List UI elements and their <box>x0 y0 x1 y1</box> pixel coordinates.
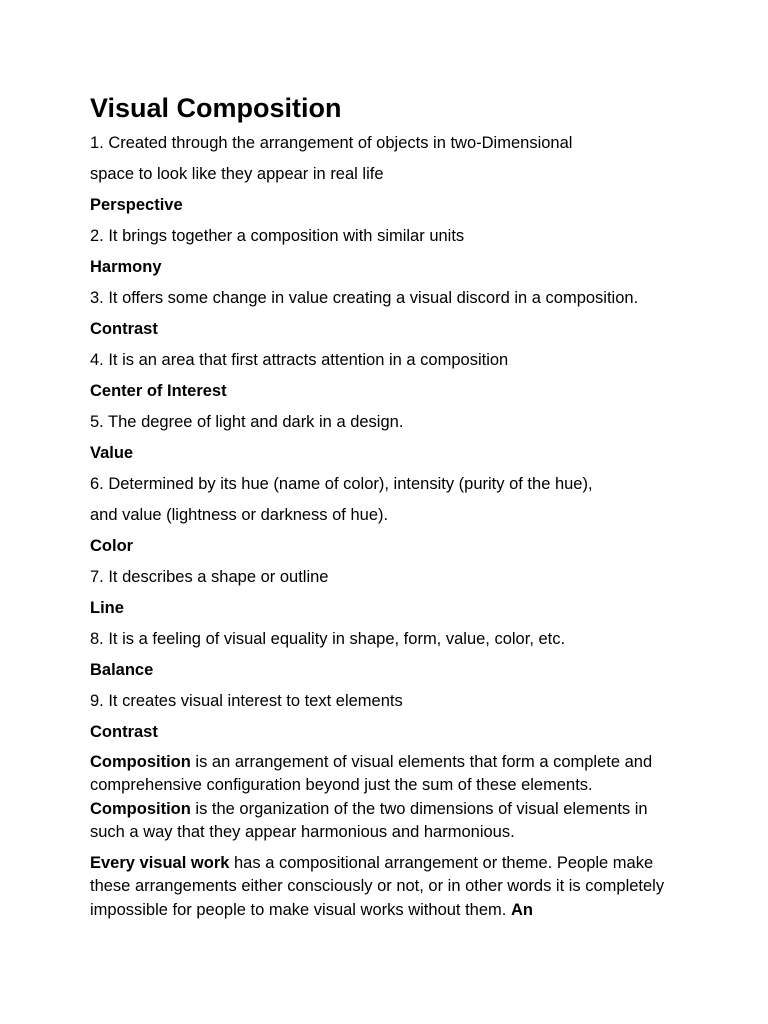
item-1-line-1: 1. Created through the arrangement of objects in two-Dimensional <box>90 134 573 152</box>
item-7: 7. It describes a shape or outline <box>90 568 329 586</box>
composition-term-1: Composition <box>90 753 191 771</box>
answer-line: Line <box>90 599 124 617</box>
item-2: 2. It brings together a composition with similar units <box>90 227 465 245</box>
visual-work-paragraph <box>90 852 680 922</box>
document-content <box>90 92 680 922</box>
composition-text-2: is the organization of the two dimensions of visual elements in such a way that they appear harmonious and harmonious. <box>90 799 648 841</box>
item-6-line-2: and value (lightness or darkness of hue). <box>90 506 389 524</box>
item-8: 8. It is a feeling of visual equality in shape, form, value, color, etc. <box>90 630 566 648</box>
answer-perspective: Perspective <box>90 196 183 214</box>
item-4: 4. It is an area that first attracts attention in a composition <box>90 351 509 369</box>
answer-balance: Balance <box>90 661 154 679</box>
composition-term-2: Composition <box>90 799 191 818</box>
answer-contrast-2: Contrast <box>90 723 158 741</box>
answer-value: Value <box>90 444 134 462</box>
composition-paragraph <box>90 751 680 844</box>
item-9: 9. It creates visual interest to text elements <box>90 692 403 710</box>
answer-color: Color <box>90 537 134 555</box>
visual-work-term: Every visual work <box>90 854 230 873</box>
item-3: 3. It offers some change in value creating a visual discord in a composition. <box>90 289 639 307</box>
answer-center-of-interest: Center of Interest <box>90 382 227 400</box>
visual-work-text: has a compositional arrangement or theme. People make these arrangements either consciously or not, or in other words it is completely impossible for people to make visual works without them. <box>90 854 665 919</box>
document-title: Visual Composition <box>90 93 342 123</box>
composition-text-1: is an arrangement of visual elements that form a complete and comprehensive configuration beyond just the sum of these elements. <box>90 753 653 795</box>
item-6-line-1: 6. Determined by its hue (name of color), intensity (purity of the hue), <box>90 475 593 493</box>
answer-contrast-1: Contrast <box>90 320 158 338</box>
trailing-term: An <box>510 900 533 919</box>
item-1-line-2: space to look like they appear in real life <box>90 165 384 183</box>
item-5: 5. The degree of light and dark in a design. <box>90 413 404 431</box>
answer-harmony: Harmony <box>90 258 162 276</box>
